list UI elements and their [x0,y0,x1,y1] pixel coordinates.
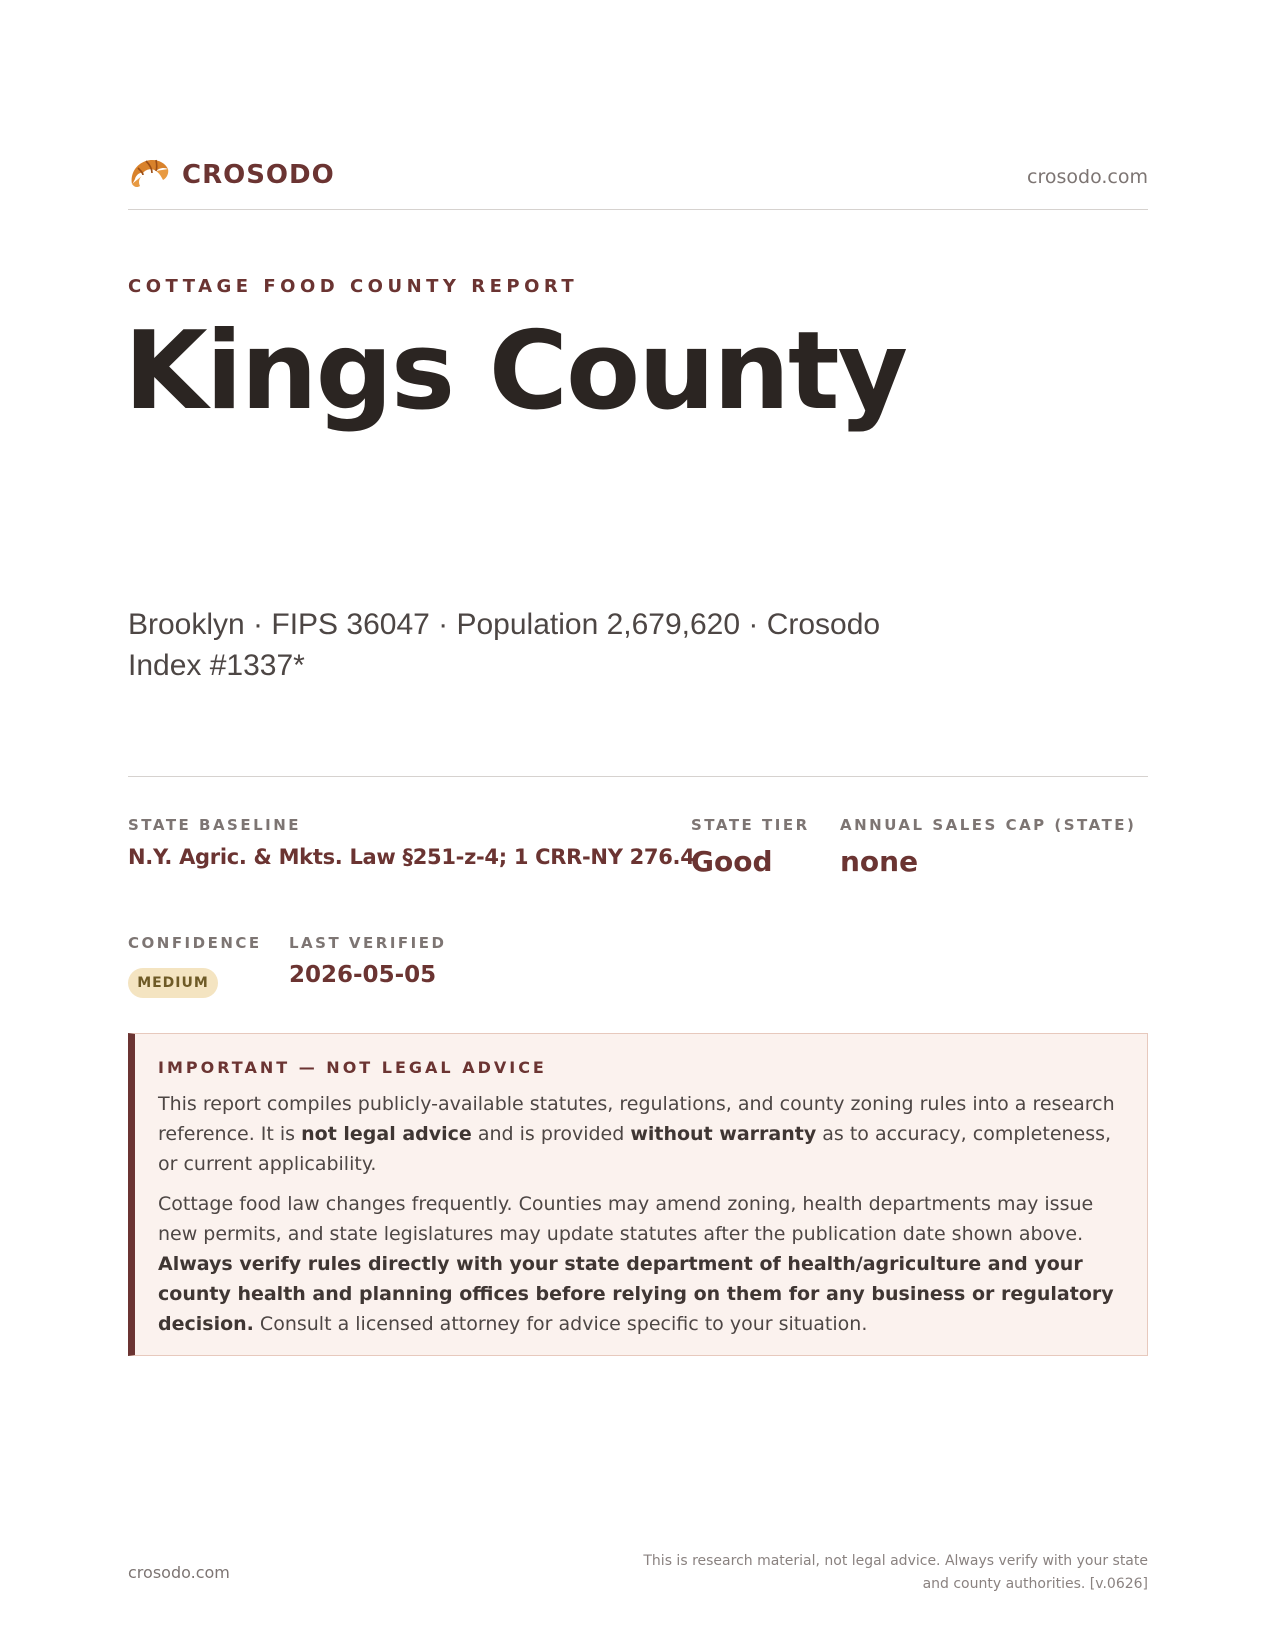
confidence-label: CONFIDENCE [128,934,262,952]
notice-text: Cottage food law changes frequently. Counties may amend zoning, health departments may issue new permits, and state legislatures may update statutes after the publication date shown above. [158,1193,1094,1245]
state-tier-label: STATE TIER [691,816,810,834]
report-subtitle: Brooklyn · FIPS 36047 · Population 2,679,620 · Crosodo Index #1337* [128,608,881,682]
notice-emphasis: not legal advice [301,1123,472,1145]
footer-disclaimer-line: This is research material, not legal advice. Always verify with your state [643,1553,1148,1569]
croissant-icon [128,154,170,192]
sales-cap-value: none [840,845,919,878]
state-baseline-value: N.Y. Agric. & Mkts. Law §251-z-4; 1 CRR-NY 276.4 [128,845,695,869]
brand [128,158,335,192]
notice-text: as to accuracy, completeness, or current applicability. [158,1123,1112,1175]
page-title: Kings County [124,309,907,434]
last-verified-value: 2026-05-05 [289,962,437,988]
notice-title: IMPORTANT — NOT LEGAL ADVICE [158,1058,547,1077]
state-baseline-label: STATE BASELINE [128,816,302,834]
notice-paragraph-2 [158,1189,1125,1339]
page-header [128,158,1148,210]
legal-notice [128,1033,1148,1356]
footer-disclaimer [628,1550,1148,1596]
notice-text: and is provided [471,1123,631,1145]
sales-cap-label: ANNUAL SALES CAP (STATE) [840,816,1137,834]
last-verified-label: LAST VERIFIED [289,934,447,952]
header-url[interactable]: crosodo.com [1027,166,1148,188]
notice-emphasis: without warranty [630,1123,817,1145]
brand-name: CROSODO [182,160,335,190]
notice-text: Consult a licensed attorney for advice specific to your situation. [253,1313,868,1335]
state-tier-value: Good [691,845,773,878]
notice-paragraph-1 [158,1089,1125,1179]
footer-disclaimer-line: and county authorities. [v.0626] [922,1576,1148,1592]
report-page [124,0,1148,1650]
notice-text: This report compiles publicly-available statutes, regulations, and county zoning rules into a research reference. It is [158,1093,1115,1145]
notice-emphasis: Always verify rules directly with your state department of health/agriculture and your county health and planning offices before relying on them for any business or regulatory decision. [158,1253,1114,1335]
section-divider [128,776,1148,777]
footer-url[interactable]: crosodo.com [128,1563,230,1582]
confidence-badge: MEDIUM [128,968,218,998]
report-kicker: COTTAGE FOOD COUNTY REPORT [128,276,579,297]
